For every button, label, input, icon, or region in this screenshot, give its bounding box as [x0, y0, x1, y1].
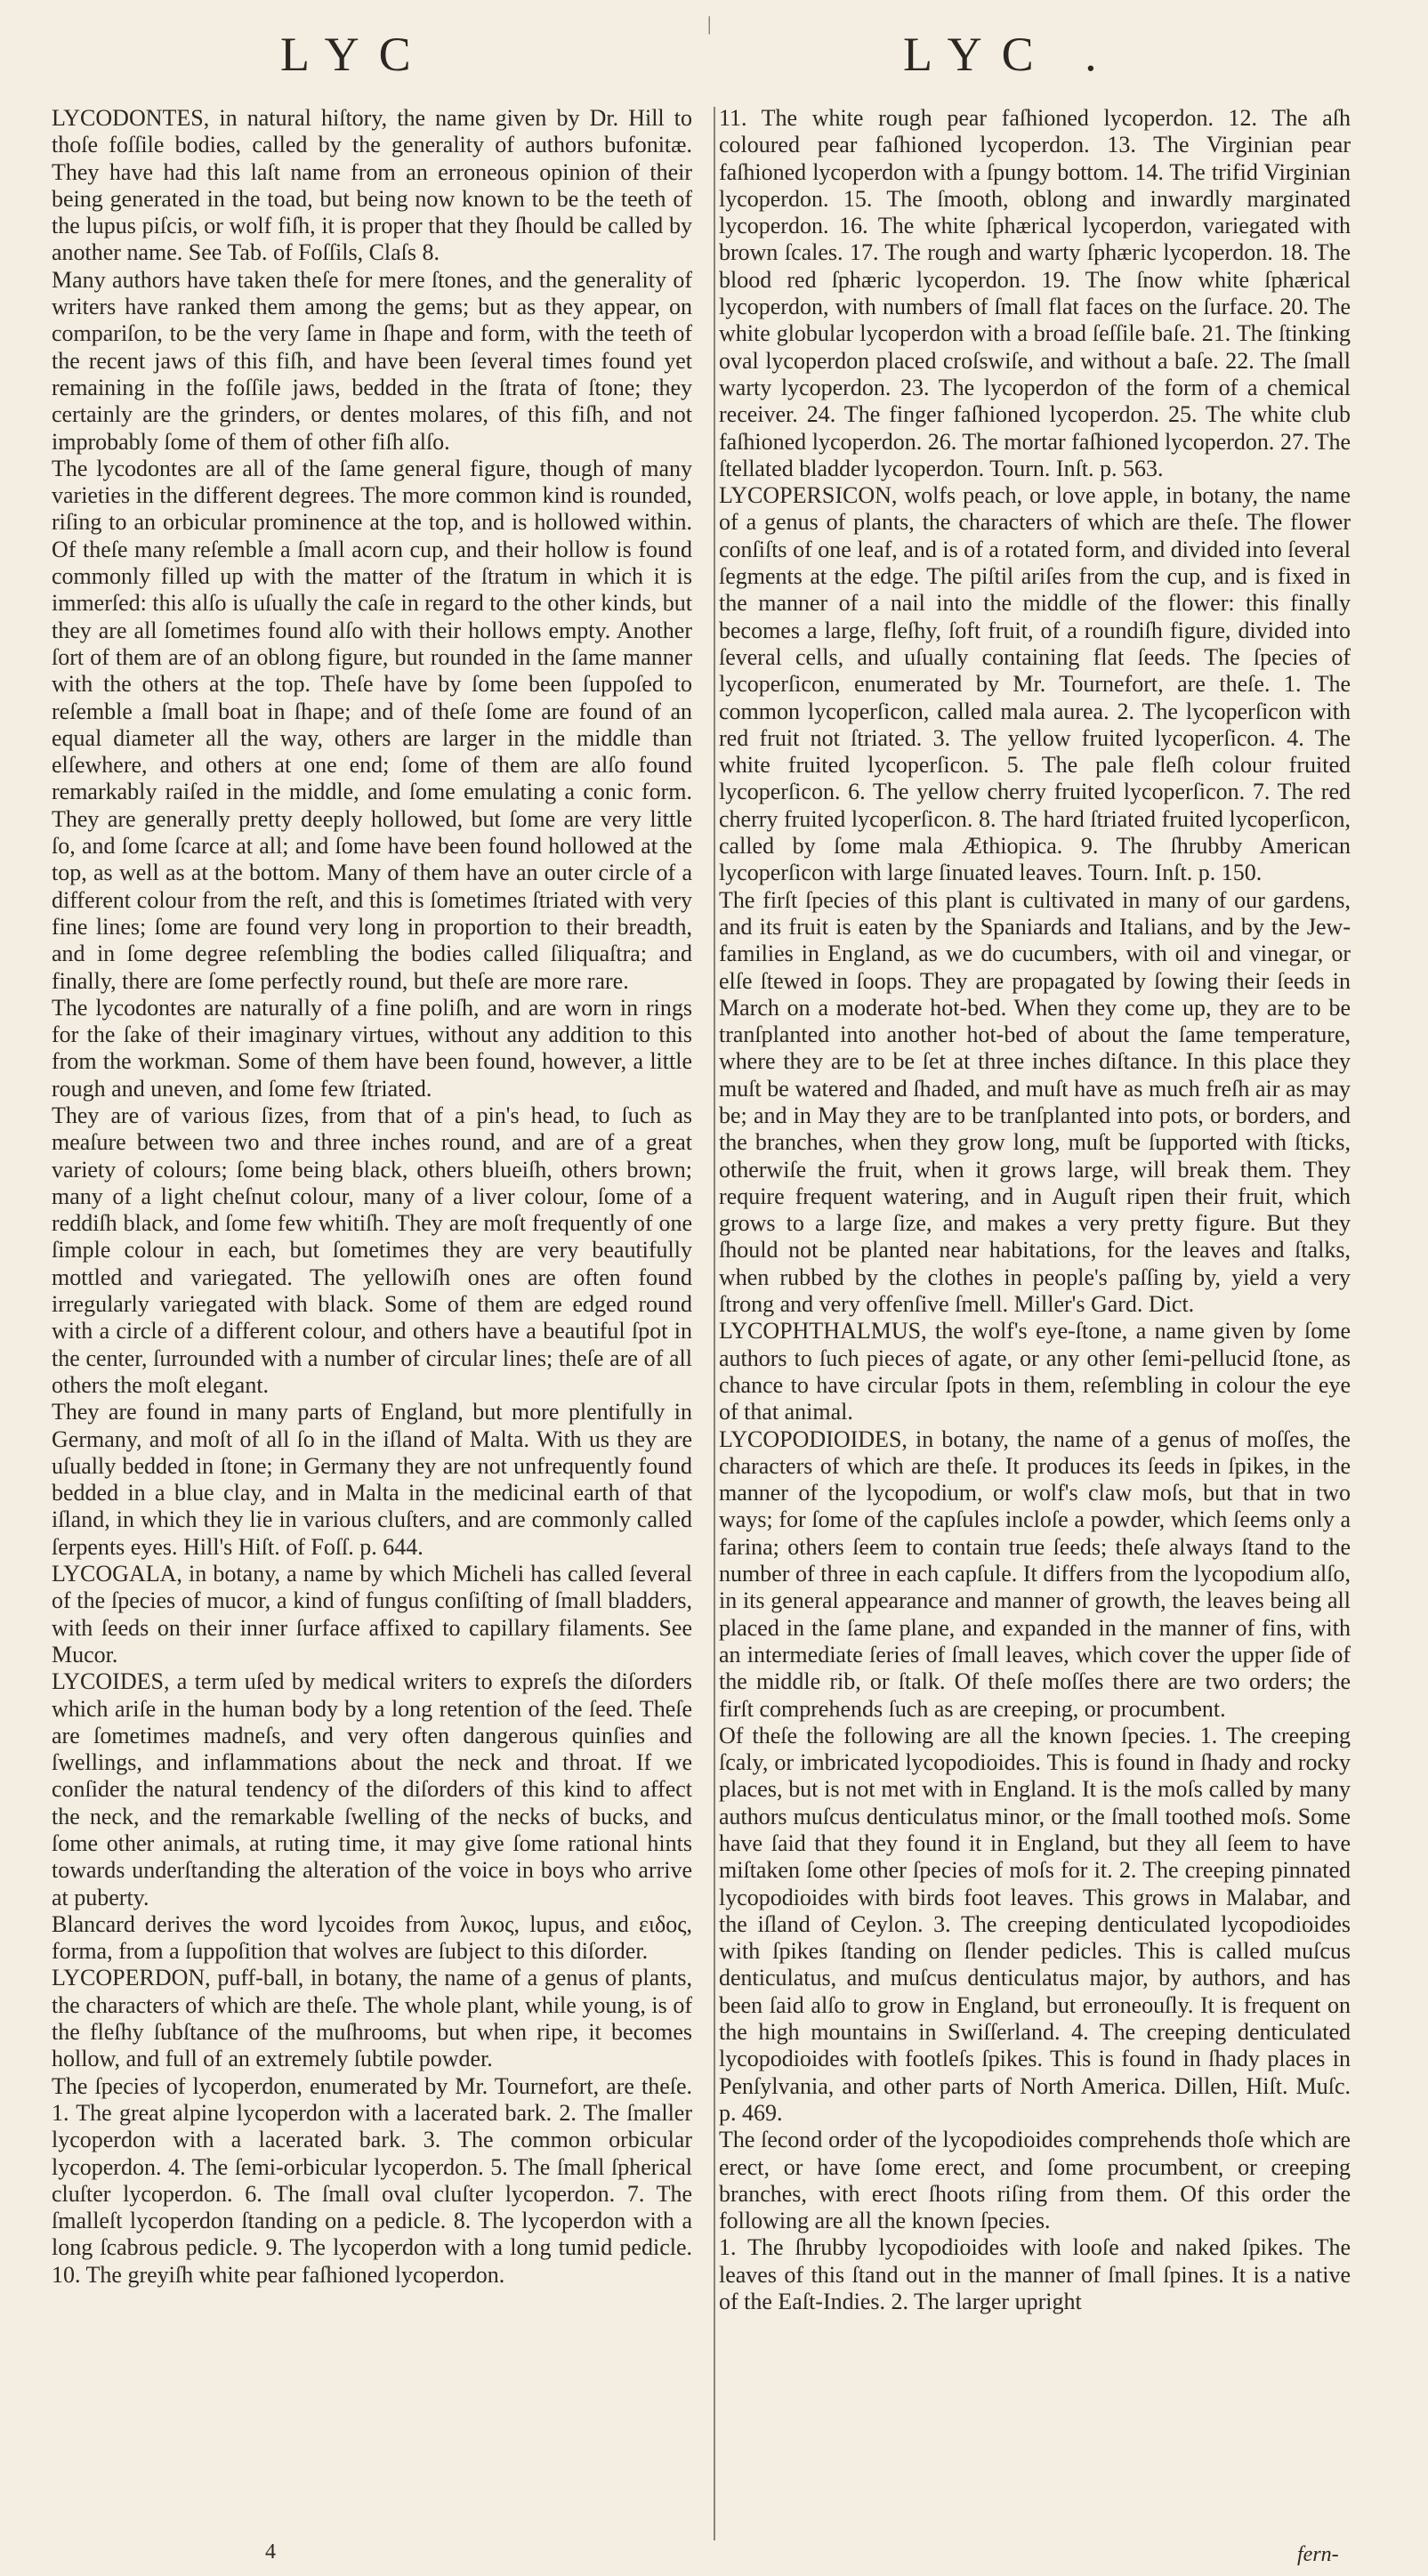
entry-lycogala: LYCOGALA, in botany, a name by which Micheli has called ſeveral of the ſpecies of mucor, a kind of fungus conſiſting of ſmall bladders, with ſeeds on their inner ſurface affixed to capillary filaments. See Mucor.	[52, 1561, 692, 1668]
paragraph: The lycodontes are all of the ſame general figure, though of many varieties in the different degrees. The more common kind is rounded, riſing to an orbicular prominence at the top, and is hollowed within. Of theſe many reſemble a ſmall acorn cup, and their hollow is found commonly filled up with the matter of the ſtratum in which it is immerſed: this alſo is uſually the caſe in regard to the other kinds, but they are all ſometimes found alſo with their hollows empty. Another ſort of them are of an oblong figure, but rounded in the ſame manner with the others at the top. Theſe have by ſome been ſuppoſed to reſemble a ſmall boat in ſhape; and of theſe ſome are found of an equal diameter all the way, others are larger in the middle than elſewhere, and others at one end; ſome of them are alſo found remarkably raiſed in the middle, and ſome emulating a conic form. They are generally pretty deeply hollowed, but ſome are very little ſo, and ſome ſcarce at all; and ſome have been found hollowed at the top, as well as at the bottom. Many of them have an outer circle of a different colour from the reſt, and this is ſometimes ſtriated with very fine lines; ſome are found very long in proportion to their breadth, and in ſome degree reſembling the bodies called ſiliquaſtra; and finally, there are ſome perfectly round, but theſe are more rare.	[52, 455, 692, 994]
paragraph: Of theſe the following are all the known ſpecies. 1. The creeping ſcaly, or imbricated lycopodioides. This is found in ſhady and rocky places, but is not met with in England. It is the moſs called by many authors muſcus denticulatus minor, or the ſmall toothed moſs. Some have ſaid that they found it in England, but they all ſeem to have miſtaken ſome other ſpecies of moſs for it. 2. The creeping pinnated lycopodioides with birds foot leaves. This grows in Malabar, and the iſland of Ceylon. 3. The creeping denticulated lycopodioides with ſpikes ſtanding on ſlender pedicles. This is called muſcus denticulatus, and muſcus denticulatus major, by authors, and has been ſaid alſo to grow in England, but erroneouſly. It is frequent on the high mountains in Swiſſerland. 4. The creeping denticulated lycopodioides with footleſs ſpikes. This is found in ſhady places in Penſylvania, and other parts of North America. Dillen, Hiſt. Muſc. p. 469.	[719, 1722, 1351, 2126]
paragraph: The ſecond order of the lycopodioides comprehends thoſe which are erect, or have ſome erect, and ſome procumbent, or creeping branches, with erect ſhoots riſing from them. Of this order the following are all the known ſpecies.	[719, 2127, 1351, 2234]
running-head	[0, 27, 1428, 89]
paragraph: They are of various ſizes, from that of a pin's head, to ſuch as meaſure between two and three inches round, and are of a great variety of colours; ſome being black, others blueiſh, others brown; many of a light cheſnut colour, many of a liver colour, ſome of a reddiſh black, and ſome few whitiſh. They are moſt frequently of one ſimple colour in each, but ſometimes they are very beautifully mottled and variegated. The yellowiſh ones are often found irregularly variegated with black. Some of them are edged round with a circle of a different colour, and others have a beautiful ſpot in the center, ſurrounded with a number of circular lines; theſe are of all others the moſt elegant.	[52, 1102, 692, 1398]
running-head-right: LYC .	[903, 28, 1117, 81]
paragraph: The ſpecies of lycoperdon, enumerated by Mr. Tournefort, are theſe. 1. The great alpine lycoperdon with a lacerated bark. 2. The ſmaller lycoperdon with a lacerated bark. 3. The common orbicular lycoperdon. 4. The ſemi-orbicular lycoperdon. 5. The ſmall ſpherical cluſter lycoperdon. 6. The ſmall oval cluſter lycoperdon. 7. The ſmalleſt lycoperdon ſtanding on a pedicle. 8. The lycoperdon with a long ſcabrous pedicle. 9. The lycoperdon with a long tumid pedicle. 10. The greyiſh white pear faſhioned lycoperdon.	[52, 2072, 692, 2288]
running-head-left: LYC	[280, 28, 431, 81]
left-column	[52, 105, 692, 2289]
right-column	[719, 105, 1351, 2315]
paragraph: Blancard derives the word lycoides from λυκος, lupus, and ειδος, forma, from a ſuppoſition that wolves are ſubject to this diſorder.	[52, 1910, 692, 1965]
page-number: 4	[265, 2540, 276, 2564]
paragraph: The lycodontes are naturally of a fine poliſh, and are worn in rings for the ſake of their imaginary virtues, without any addition to this from the workman. Some of them have been found, however, a little rough and uneven, and ſome few ſtriated.	[52, 994, 692, 1102]
paragraph: 11. The white rough pear faſhioned lycoperdon. 12. The aſh coloured pear faſhioned lycoperdon. 13. The Virginian pear faſhioned lycoperdon with a ſpungy bottom. 14. The trifid Virginian lycoperdon. 15. The ſmooth, oblong and inwardly marginated lycoperdon. 16. The white ſphærical lycoperdon, variegated with brown ſcales. 17. The rough and warty ſphæric lycoperdon. 18. The blood red ſphæric lycoperdon. 19. The ſnow white ſphærical lycoperdon, with numbers of ſmall flat faces on the ſurface. 20. The white globular lycoperdon with a broad ſeſſile baſe. 21. The ſtinking oval lycoperdon placed croſswiſe, and without a baſe. 22. The ſmall warty lycoperdon. 23. The lycoperdon of the form of a chemical receiver. 24. The finger faſhioned lycoperdon. 25. The white club faſhioned lycoperdon. 26. The mortar faſhioned lycoperdon. 27. The ſtellated bladder lycoperdon. Tourn. Inſt. p. 563.	[719, 105, 1351, 481]
entry-lycoides: LYCOIDES, a term uſed by medical writers to expreſs the diſorders which ariſe in the human body by a long retention of the ſeed. Theſe are ſometimes madneſs, and very often dangerous quinſies and ſwellings, and inflammations about the neck and throat. If we conſider the natural tendency of the diſorders of this kind to affect the neck, and the remarkable ſwelling of the necks of bucks, and ſome other animals, at ruting time, it may give ſome rational hints towards underſtanding the alteration of the voice in boys who arrive at puberty.	[52, 1668, 692, 1910]
entry-lycodontes: LYCODONTES, in natural hiſtory, the name given by Dr. Hill to thoſe foſſile bodies, called by the generality of authors bufonitæ. They have had this laſt name from an erroneous opinion of their being generated in the toad, but being now known to be the teeth of the lupus piſcis, or wolf fiſh, it is proper that they ſhould be called by another name. See Tab. of Foſſils, Claſs 8.	[52, 105, 692, 266]
paragraph: Many authors have taken theſe for mere ſtones, and the generality of writers have ranked them among the gems; but as they appear, on compariſon, to be the very ſame in ſhape and form, with the teeth of the recent jaws of this fiſh, and have been ſeveral times found yet remaining in the foſſile jaws, bedded in the ſtrata of ſtone; they certainly are the grinders, or dentes molares, of this fiſh, and not improbably ſome of them of other fiſh alſo.	[52, 266, 692, 455]
entry-lycopodioides: LYCOPODIOIDES, in botany, the name of a genus of moſſes, the characters of which are theſe. It produces its ſeeds in ſpikes, in the manner of the lycopodium, or wolf's claw moſs, but that in two ways; for ſome of the capſules incloſe a powder, which ſeems only a farina; others ſeem to contain true ſeeds; theſe always ſtand to the number of three in each capſule. It differs from the lycopodium alſo, in its general appearance and manner of growth, the leaves being all placed in the ſame plane, and expanded in the manner of fins, with an intermediate ſeries of ſmall leaves, which cover the upper ſide of the middle rib, or ſtalk. Of theſe moſſes there are two orders; the firſt comprehends ſuch as are creeping, or procumbent.	[719, 1425, 1351, 1722]
paragraph: They are found in many parts of England, but more plentifully in Germany, and moſt of all ſo in the iſland of Malta. With us they are uſually bedded in ſtone; in Germany they are not unfrequently found bedded in a blue clay, and in Malta in the medicinal earth of that iſland, in which they lie in various cluſters, and are commonly called ſerpents eyes. Hill's Hiſt. of Foſſ. p. 644.	[52, 1399, 692, 1560]
entry-lycopersicon: LYCOPERSICON, wolfs peach, or love apple, in botany, the name of a genus of plants, the characters of which are theſe. The flower conſiſts of one leaf, and is of a rotated form, and divided into ſeveral ſegments at the edge. The piſtil ariſes from the cup, and is fixed in the manner of a nail into the middle of the flower: this finally becomes a large, fleſhy, ſoft fruit, of a roundiſh figure, divided into ſeveral cells, and uſually containing flat ſeeds. The ſpecies of lycoperſicon, enumerated by Mr. Tournefort, are theſe. 1. The common lycoperſicon, called mala aurea. 2. The lycoperſicon with red fruit not ſtriated. 3. The yellow fruited lycoperſicon. 4. The white fruited lycoperſicon. 5. The pale fleſh colour fruited lycoperſicon. 6. The yellow cherry fruited lycoperſicon. 7. The red cherry fruited lycoperſicon. 8. The hard ſtriated fruited lycoperſicon, called by ſome mala Æthiopica. 9. The ſhrubby American lycoperſicon with large ſinuated leaves. Tourn. Inſt. p. 150.	[719, 482, 1351, 886]
entry-lycophthalmus: LYCOPHTHALMUS, the wolf's eye-ſtone, a name given by ſome authors to ſuch pieces of agate, or any other ſemi-pellucid ſtone, as chance to have circular ſpots in them, reſembling in colour the eye of that animal.	[719, 1318, 1351, 1425]
gutter-mark: |	[707, 12, 712, 35]
column-divider	[714, 107, 715, 2540]
paragraph: 1. The ſhrubby lycopodioides with looſe and naked ſpikes. The leaves of this ſtand out in the manner of ſmall ſpines. It is a native of the Eaſt-Indies. 2. The larger upright	[719, 2234, 1351, 2315]
paragraph: The firſt ſpecies of this plant is cultivated in many of our gardens, and its fruit is eaten by the Spaniards and Italians, and by the Jew-families in England, as we do cucumbers, with oil and vinegar, or elſe ſtewed in ſoops. They are propagated by ſowing their ſeeds in March on a moderate hot-bed. When they come up, they are to be tranſplanted into another hot-bed of about the ſame temperature, where they are to be ſet at three inches diſtance. In this place they muſt be watered and ſhaded, and muſt have as much freſh air as may be; and in May they are to be tranſplanted into pots, or borders, and the branches, when they grow long, muſt be ſupported with ſticks, otherwiſe the fruit, when it grows large, will break them. They require frequent watering, and in Auguſt ripen their fruit, which grows to a large ſize, and makes a very pretty figure. But they ſhould not be planted near habitations, for the leaves and ſtalks, when rubbed by the clothes in people's paſſing by, yield a very ſtrong and very offenſive ſmell. Miller's Gard. Dict.	[719, 886, 1351, 1318]
entry-lycoperdon: LYCOPERDON, puff-ball, in botany, the name of a genus of plants, the characters of which are theſe. The whole plant, while young, is of the fleſhy ſubſtance of the muſhrooms, but when ripe, it becomes hollow, and full of an extremely ſubtile powder.	[52, 1965, 692, 2072]
catchword: fern-	[1297, 2543, 1339, 2566]
